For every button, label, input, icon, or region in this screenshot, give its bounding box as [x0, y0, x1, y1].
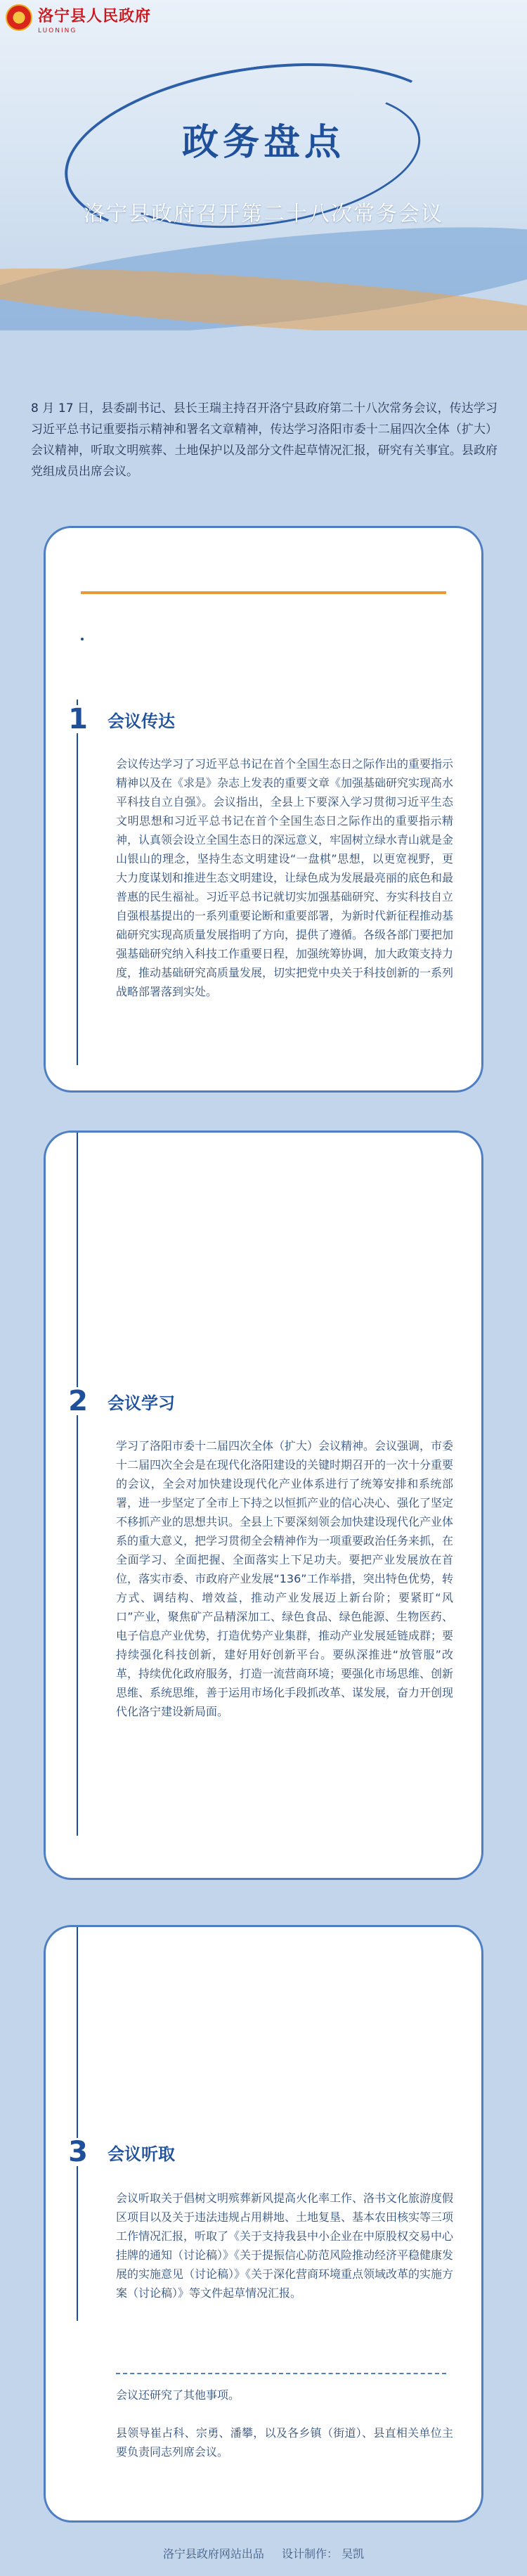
- section-card-3: [44, 1925, 483, 2523]
- section-card-1: [44, 526, 483, 1093]
- dashed-divider: [116, 2373, 446, 2374]
- section-number: 3: [64, 2138, 92, 2166]
- intro-paragraph: 8 月 17 日，县委副书记、县长王瑞主持召开洛宁县政府第二十八次常务会议，传达学习习近平总书记重要指示精神和署名文章精神，传达学习洛阳市委十二届四次全体（扩大）会议精神，听取文明殡葬、土地保护以及部分文件起草情况汇报，研究有关事宜。县政府党组成员出席会议。: [31, 401, 497, 479]
- section-title: 会议听取: [108, 2144, 175, 2164]
- site-brand[interactable]: [6, 4, 151, 34]
- decor-orange-rule: [81, 591, 446, 594]
- section-number: 1: [64, 705, 92, 733]
- header-banner: [0, 0, 527, 330]
- page-subtitle: 洛宁县政府召开第二十八次常务会议: [84, 202, 443, 226]
- site-title: 洛宁县人民政府: [38, 8, 152, 25]
- page-title: 政务盘点: [181, 122, 345, 164]
- section-heading: [64, 705, 175, 733]
- section-heading: [64, 2138, 175, 2166]
- section-note: 会议还研究了其他事项。: [116, 2388, 240, 2402]
- page-footer: [0, 2545, 527, 2561]
- footer-producer: 洛宁县政府网站出品: [162, 2547, 264, 2561]
- section-heading: [64, 1387, 175, 1415]
- timeline-line: [77, 1133, 78, 1836]
- section-body: 会议传达学习了习近平总书记在首个全国生态日之际作出的重要指示精神以及在《求是》杂志上发表的重要文章《加强基础研究实现高水平科技自立自强》。会议指出，全县上下要深入学习贯彻习近平生态文明思想和习近平总书记在首个全国生态日之际作出的重要指示精神，认真领会设立全国生态日的深远意义，牢固树立绿水青山就是金山银山的理念，坚持生态文明建设“一盘棋”思想，以更宽视野，更大力度谋划和推进生态文明建设，让绿色成为发展最亮丽的底色和最普惠的民生福祉。习近平总书记就切实加强基础研究、夯实科技自立自强根基提出的一系列重要论断和重要部署，为新时代新征程推动基础研究实现高质量发展指明了方向，提供了遵循。各级各部门要把加强基础研究纳入科技工作重要日程，加强统筹协调，加大政策支持力度，推动基础研究高质量发展，切实把党中央关于科技创新的一系列战略部署落到实处。: [116, 757, 454, 998]
- site-subtitle: LUONING: [38, 27, 77, 34]
- timeline-line: [77, 700, 78, 1065]
- section-body: 学习了洛阳市委十二届四次全体（扩大）会议精神。会议强调，市委十二届四次全会是在现代化洛阳建设的关键时期召开的一次十分重要的会议，全会对加快建设现代化产业体系进行了统筹安排和系统部署，进一步坚定了全市上下持之以恒抓产业的信心决心、强化了坚定不移抓产业的思想共识。全县上下要深刻领会加快建设现代化产业体系的重大意义，把学习贯彻全会精神作为一项重要政治任务来抓，在全面学习、全面把握、全面落实上下足功夫。要把产业发展放在首位，落实市委、市政府产业发展“136”工作举措，突出特色优势，转方式、调结构、增效益，推动产业发展迈上新台阶；要紧盯“风口”产业，聚焦矿产品精深加工、绿色食品、绿色能源、生物医药、电子信息产业优势，打造优势产业集群，推动产业发展延链成群；要持续强化科技创新，建好用好创新平台。要纵深推进“放管服”改革，持续优化政府服务，打造一流营商环境；要强化市场思维、创新思维、系统思维，善于运用市场化手段抓改革、谋发展，奋力开创现代化洛宁建设新局面。: [116, 1439, 454, 1718]
- footer-designer: 设计制作： 吴凯: [282, 2547, 365, 2561]
- section-title: 会议传达: [108, 711, 175, 731]
- section-body: 会议听取关于倡树文明殡葬新风提高火化率工作、洛书文化旅游度假区项目以及关于违法违规占用耕地、土地复垦、基本农田核实等三项工作情况汇报，听取了《关于支持我县中小企业在中原股权交易中心挂牌的通知（讨论稿）》《关于提振信心防范风险推动经济平稳健康发展的实施意见（讨论稿）》《关于深化营商环境重点领域改革的实施方案（讨论稿）》等文件起草情况汇报。: [116, 2191, 454, 2300]
- national-emblem-icon: [6, 4, 32, 31]
- timeline-line: [77, 1927, 78, 2321]
- section-number: 2: [64, 1387, 92, 1415]
- section-attendees: 县领导崔占科、宗勇、潘攀，以及各乡镇（街道）、县直相关单位主要负责同志列席会议。: [116, 2426, 453, 2459]
- decor-dot: [81, 638, 84, 640]
- section-title: 会议学习: [108, 1393, 175, 1413]
- section-card-2: [44, 1131, 483, 1880]
- title-block: [0, 112, 527, 227]
